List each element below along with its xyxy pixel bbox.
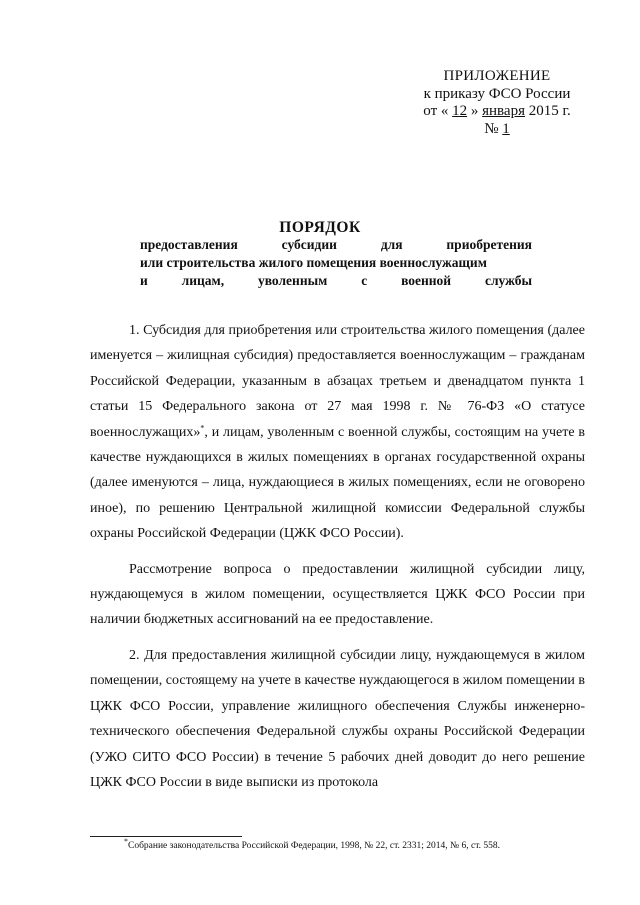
paragraph-1-text-rest: , и лицам, уволенным с военной службы, состоящим на учете в качестве нуждающихся в жилых помещениях в органах государственной охраны (далее именуются – лица, нуждающиеся в жилых помещениях, если не оговорено иное), по решению Центральной жилищной комиссии Федеральной службы охраны Российской Федерации (ЦЖК ФСО России). (90, 424, 585, 542)
subtitle-word: для (380, 237, 403, 252)
footnote-text: Собрание законодательства Российской Федерации, 1998, № 22, ст. 2331; 2014, № 6, ст. 558. (128, 841, 501, 851)
appendix-title: ПРИЛОЖЕНИЕ (443, 68, 551, 84)
subtitle-word: предоставления (140, 237, 238, 252)
subtitle-line-2 (140, 254, 532, 272)
date-month: января (482, 103, 525, 119)
footnote (124, 836, 594, 852)
subtitle-line-3 (140, 272, 532, 290)
date-mid: » (470, 103, 479, 119)
subtitle-word: службы (484, 273, 532, 288)
subtitle-word: приобретения (446, 237, 532, 252)
document-subtitle (140, 236, 532, 290)
subtitle-word: с (361, 273, 368, 288)
date-day: 12 (452, 103, 468, 119)
subtitle-word: субсидии (281, 237, 337, 252)
document-title: ПОРЯДОК (279, 219, 361, 236)
paragraph-1 (90, 318, 585, 547)
appendix-header (412, 68, 582, 138)
paragraph-3: 2. Для предоставления жилищной субсидии лицу, нуждающемуся в жилом помещении, состоящему на учете в качестве нуждающегося в жилом помещении в ЦЖК ФСО России, управление жилищного обеспечения Службы инженерно-технического обеспечения Федеральной службы охраны Российской Федерации (УЖО СИТО ФСО России) в течение 5 рабочих дней доводит до него решение ЦЖК ФСО России в виде выписки из протокола (90, 647, 585, 790)
footnote-reference: * (200, 422, 205, 432)
document-body (90, 318, 585, 795)
appendix-number (412, 121, 582, 139)
appendix-date (412, 103, 582, 121)
number-prefix: № (484, 120, 499, 137)
appendix-order-ref: к приказу ФСО России (423, 85, 571, 102)
date-prefix: от « (423, 103, 449, 119)
paragraph-2: Рассмотрение вопроса о предоставлении жилищной субсидии лицу, нуждающемуся в жилом помещении, осуществляется ЦЖК ФСО России при наличии бюджетных ассигнований на ее предоставление. (90, 561, 585, 628)
subtitle-word: и (140, 273, 148, 288)
subtitle-word: лицам, (181, 273, 225, 288)
subtitle-word: уволенным (257, 273, 328, 288)
footnote-divider (90, 836, 242, 837)
subtitle-word: военной (401, 273, 452, 288)
footnote-mark: * (124, 836, 128, 846)
subtitle-line-1 (140, 236, 532, 254)
paragraph-1-text: 1. Субсидия для приобретения или строительства жилого помещения (далее именуется – жилищная субсидия) предоставляется военнослужащим – гражданам Российской Федерации, указанным в абзацах третьем и двенадцатом пункта 1 статьи 15 Федерального закона от 27 мая 1998 г. № 76-ФЗ «О статусе военнослужащих» (90, 323, 585, 440)
number-value: 1 (502, 120, 510, 137)
subtitle-text: или строительства жилого помещения военнослужащим (140, 255, 487, 270)
date-year: 2015 г. (528, 103, 571, 119)
